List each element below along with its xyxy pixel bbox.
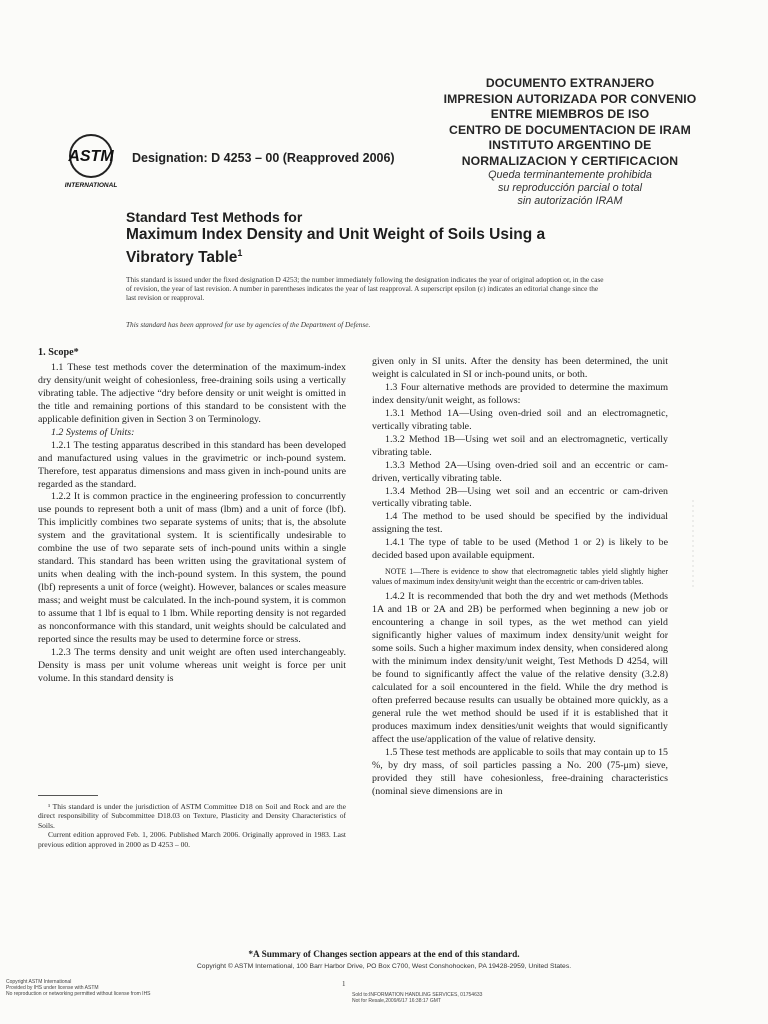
- issuance-notice: This standard is issued under the fixed designation D 4253; the number immediately following the designation indicates the year of original adoption or, in the case of revision, the year of last revision. A number in parentheses indicates the year of last reapproval. A superscript epsilon (ε) indicates an editorial change since the last revision or reapproval.: [126, 275, 604, 303]
- defense-note: This standard has been approved for use by agencies of the Department of Defense.: [126, 320, 371, 329]
- stamp-line: NORMALIZACION Y CERTIFICACION: [461, 153, 679, 168]
- stamp-line: DOCUMENTO EXTRANJERO: [485, 76, 655, 90]
- copyright: Copyright © ASTM International, 100 Barr Harbor Drive, PO Box C700, West Conshohocken, PA 19428-2959, United States.: [196, 963, 572, 970]
- paragraph: 1.4 The method to be used should be specified by the individual assigning the test.: [372, 511, 668, 536]
- footnote: [38, 802, 346, 849]
- paragraph: 1.2.3 The terms density and unit weight are often used interchangeably. Density is mass per unit volume whereas unit weight is force per unit volume. In this standard density is: [38, 646, 346, 684]
- logo-text: ASTM: [68, 148, 114, 165]
- paragraph: 1.1 These test methods cover the determination of the maximum-index dry density/unit weight of cohesionless, free-draining soils using a vertically vibrating table. The adjective “dry before density or unit weight is omitted in the title and remaining portions of this standard to be consistent with the applicable definition given in Section 3 on Terminology.: [38, 361, 346, 425]
- title-line-1: Standard Test Methods for: [126, 209, 303, 225]
- right-column: [372, 356, 668, 799]
- license-line: Provided by IHS under license with ASTM: [6, 985, 99, 992]
- paragraph: 1.3.2 Method 1B—Using wet soil and an electromagnetic, vertically vibrating table.: [372, 433, 668, 458]
- stamp-line: ENTRE MIEMBROS DE ISO: [490, 107, 650, 121]
- title-line-3: Vibratory Table: [126, 249, 238, 267]
- paragraph: given only in SI units. After the density has been determined, the unit weight is calculated in SI or inch-pound units, or both.: [372, 356, 668, 380]
- stamp-line: CENTRO DE DOCUMENTACION DE IRAM: [449, 122, 691, 137]
- left-column: [38, 347, 346, 686]
- paragraph: 1.3.3 Method 2A—Using oven-dried soil and an eccentric or cam-driven, vertically vibrating table.: [372, 459, 668, 484]
- title-footnote-ref: 1: [237, 248, 243, 258]
- paragraph: 1.2.1 The testing apparatus described in this standard has been developed and manufactured using values in the gravimetric or inch-pound system. Therefore, test apparatus dimensions and mass given in inch-pound units are regarded as the standard.: [38, 439, 346, 490]
- title-line-2: Maximum Index Density and Unit Weight of Soils Using a: [126, 226, 546, 243]
- stamp-note: su reproducción parcial o total: [497, 182, 643, 194]
- scan-margin-mark: [690, 500, 696, 590]
- paragraph: 1.3.1 Method 1A—Using oven-dried soil and an electromagnetic, vertically vibrating table.: [372, 407, 668, 432]
- document-title: [126, 209, 606, 267]
- note: NOTE 1—There is evidence to show that electromagnetic tables yield slightly higher values of maximum index density/unit weight than the eccentric or cam-driven tables.: [372, 567, 668, 587]
- license-line: Copyright ASTM International: [6, 979, 72, 985]
- license-notice: [6, 979, 226, 998]
- summary-note: *A Summary of Changes section appears at the end of this standard.: [248, 950, 520, 960]
- page-number: 1: [342, 980, 346, 988]
- stamp-note: sin autorización IRAM: [517, 195, 623, 207]
- stamp-note: Queda terminantemente prohibida: [488, 169, 652, 181]
- footnote-text: ¹ This standard is under the jurisdiction of ASTM Committee D18 on Soil and Rock and are the direct responsibility of Subcommittee D18.03 on Texture, Plasticity and Density Characteristics of Soils.: [38, 802, 346, 830]
- paragraph: 1.5 These test methods are applicable to soils that may contain up to 15 %, by dry mass, of soil particles passing a No. 200 (75-μm) sieve, provided they still have cohesionless, free-draining characteristics (nominal sieve dimensions are in: [372, 746, 668, 797]
- footnote-text: Current edition approved Feb. 1, 2006. Published March 2006. Originally approved in 1983. Last previous edition approved in 2000 as D 4253 – 00.: [38, 830, 346, 849]
- license-line: No reproduction or networking permitted without license from IHS: [6, 991, 151, 998]
- paragraph: 1.2.2 It is common practice in the engineering profession to concurrently use pounds to represent both a unit of mass (lbm) and a unit of force (lbf). This implicitly combines two separate systems of units; that is, the absolute system and the gravitational system. It is scientifically undesirable to combine the use of two separate sets of inch-pound units within a single standard. This standard has been written using the gravitational system of units when dealing with the inch-pound system. In this system, the pound (lbf) represents a unit of force (weight). However, balances or scales measure mass; and weight must be calculated. In the inch-pound system, it is common to assume that 1 lbf is equal to 1 lbm. While reporting density is not regarded as nonconformance with this standard, unit weights should be calculated and reported since the results may be used to determine force or stress.: [38, 491, 346, 645]
- astm-logo: [60, 130, 122, 190]
- sold-line: Sold to:INFORMATION HANDLING SERVICES, 01754633: [352, 992, 483, 998]
- sold-to-notice: [352, 992, 612, 1004]
- paragraph: 1.4.2 It is recommended that both the dry and wet methods (Methods 1A and 1B or 2A and 2B) be performed when beginning a new job or encountering a change in soil types, as the wet method can yield significantly higher values of maximum index density/unit weight for some soils. Such a higher maximum index density, when considered along with the minimum index density/unit weight, Test Methods D 4254, will be found to significantly affect the value of the relative density (3.2.8) calculated for a soil encountered in the field. While the dry method is often preferred because results can usually be obtained more quickly, as a general rule the wet method should be used if it is established that it produces maximum index densities/unit weights that would significantly affect the use/application of the value of relative density.: [372, 591, 668, 745]
- stamp-line: INSTITUTO ARGENTINO DE: [488, 138, 652, 152]
- paragraph: 1.4.1 The type of table to be used (Method 1 or 2) is likely to be decided based upon available equipment.: [372, 537, 668, 562]
- paragraph: 1.3 Four alternative methods are provided to determine the maximum index density/unit weight, as follows:: [372, 381, 668, 406]
- iram-stamp: [420, 76, 720, 208]
- logo-subtext: INTERNATIONAL: [64, 182, 118, 189]
- footnote-divider: [38, 795, 98, 796]
- paragraph: 1.3.4 Method 2B—Using wet soil and an eccentric or cam-driven vertically vibrating table.: [372, 485, 668, 510]
- designation: Designation: D 4253 – 00 (Reapproved 2006): [132, 151, 395, 165]
- section-heading: 1. Scope*: [38, 347, 79, 358]
- stamp-line: IMPRESION AUTORIZADA POR CONVENIO: [443, 91, 697, 106]
- sold-line: Not for Resale,2009/6/17 16:38:17 GMT: [352, 998, 441, 1005]
- paragraph: 1.2 Systems of Units:: [51, 426, 135, 438]
